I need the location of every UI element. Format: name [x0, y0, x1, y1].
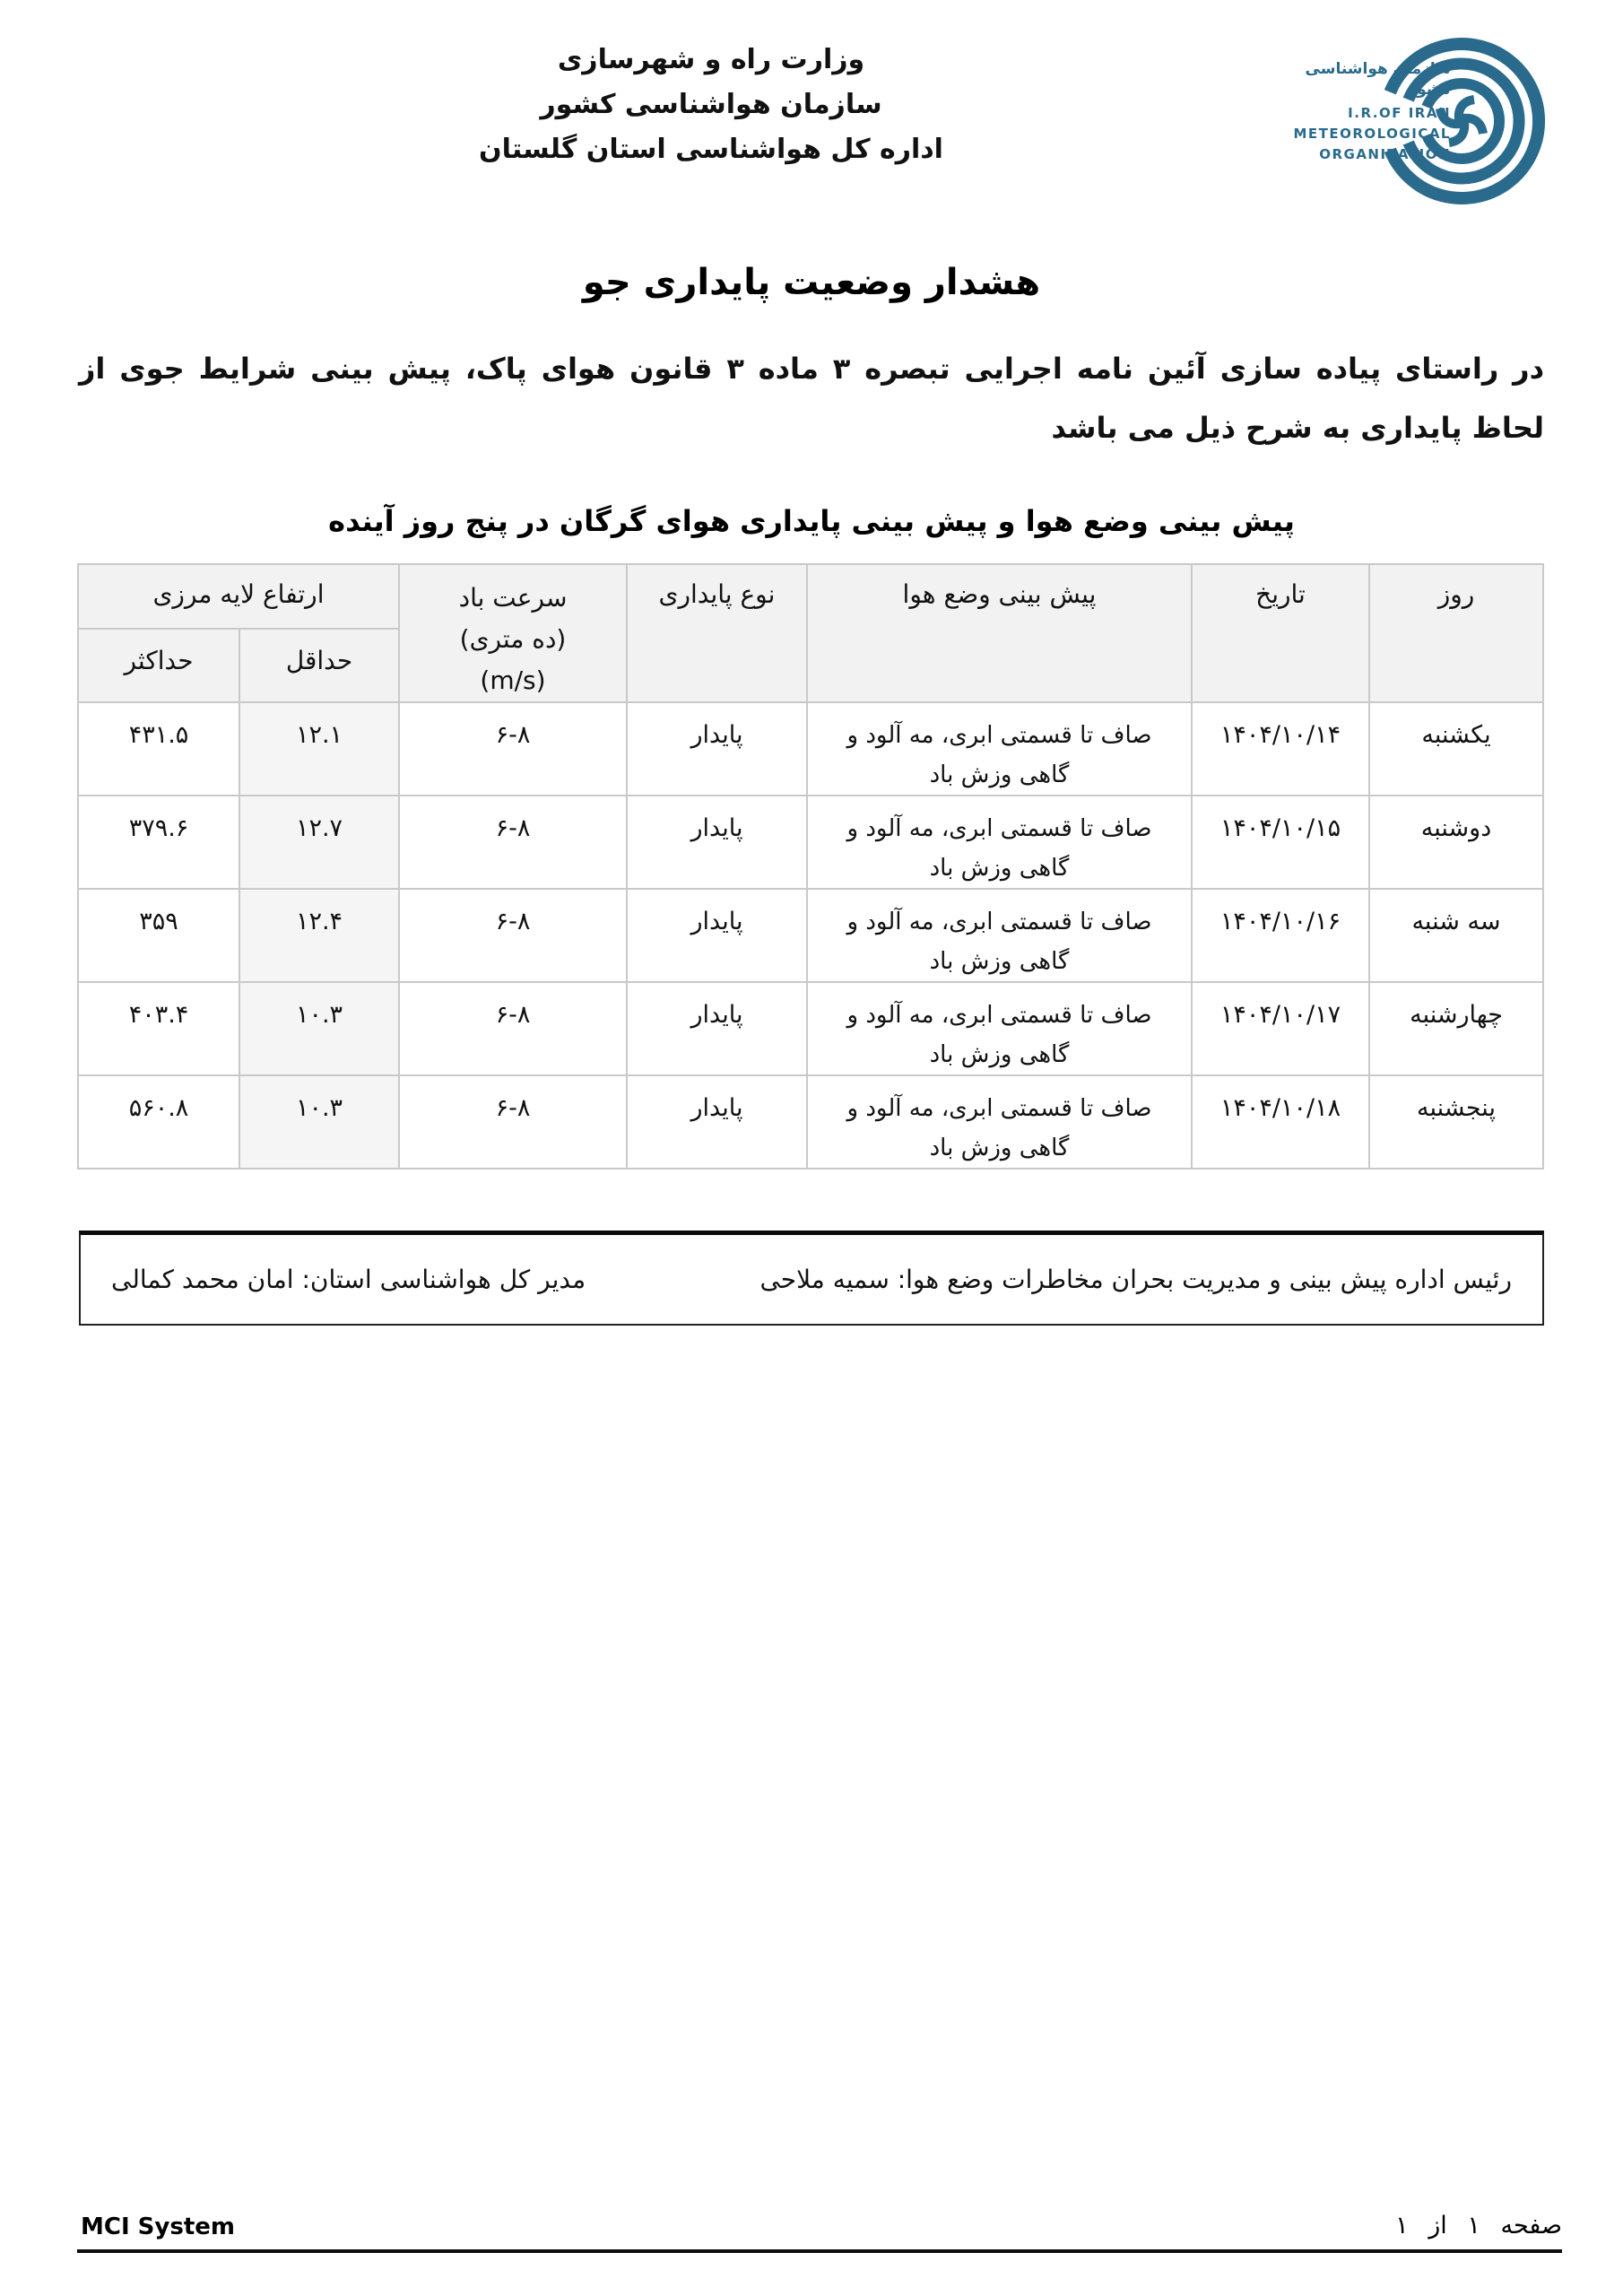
intro-paragraph: در راستای پیاده سازی آئین نامه اجرایی تبصره ۳ ماده ۳ قانون هوای پاک، پیش بینی شرایط جوی از لحاظ پایداری به شرح ذیل می باشد	[79, 352, 1545, 445]
min-cell: ۱۰.۳	[239, 982, 399, 1075]
stability-cell: پایدار	[627, 702, 807, 796]
table-row	[78, 982, 1543, 1075]
col-header-date: تاریخ	[1192, 564, 1369, 702]
forecast-cell: صاف تا قسمتی ابری، مه آلود و گاهی وزش باد	[807, 702, 1192, 796]
max-cell: ۵۶۰.۸	[78, 1075, 239, 1169]
date-cell: ۱۴۰۴/۱۰/۱۷	[1192, 982, 1369, 1075]
footer-page-number: صفحه ۱ از ۱	[1395, 2212, 1562, 2239]
date-cell: ۱۴۰۴/۱۰/۱۶	[1192, 889, 1369, 982]
col-header-wind	[399, 564, 627, 702]
min-cell: ۱۲.۷	[239, 796, 399, 889]
table-title: پیش بینی وضع هوا و پیش بینی پایداری هوای گرگان در پنج روز آینده	[328, 504, 1295, 538]
day-cell: دوشنبه	[1369, 796, 1543, 889]
wind-header-line1: سرعت باد	[458, 583, 568, 613]
table-row	[78, 702, 1543, 796]
date-cell: ۱۴۰۴/۱۰/۱۴	[1192, 702, 1369, 796]
min-cell: ۱۲.۴	[239, 889, 399, 982]
col-header-day: روز	[1369, 564, 1543, 702]
min-cell: ۱۰.۳	[239, 1075, 399, 1169]
forecast-cell: صاف تا قسمتی ابری، مه آلود و گاهی وزش باد	[807, 796, 1192, 889]
forecast-head-signature	[759, 1265, 1512, 1294]
logo-text	[1280, 59, 1451, 165]
ministry-name: وزارت راه و شهرسازی	[557, 44, 865, 75]
stability-cell: پایدار	[627, 982, 807, 1075]
director-general-label: مدیر کل هواشناسی استان:	[301, 1265, 586, 1294]
day-cell: یکشنبه	[1369, 702, 1543, 796]
letterhead-org-lines	[0, 38, 1422, 172]
director-general-signature	[111, 1265, 586, 1294]
logo-text-en-2: METEOROLOGICAL	[1293, 126, 1451, 142]
date-cell: ۱۴۰۴/۱۰/۱۸	[1192, 1075, 1369, 1169]
irimo-logo	[1282, 27, 1551, 215]
logo-text-en-3: ORGANIZATION	[1319, 146, 1451, 162]
stability-cell: پایدار	[627, 889, 807, 982]
day-cell: سه شنبه	[1369, 889, 1543, 982]
min-cell: ۱۲.۱	[239, 702, 399, 796]
wind-cell: ۶-۸	[399, 889, 627, 982]
table-row	[78, 889, 1543, 982]
wind-cell: ۶-۸	[399, 702, 627, 796]
document-title: هشدار وضعیت پایداری جو	[582, 262, 1041, 303]
signature-box	[79, 1231, 1544, 1326]
footer-system-label: MCI System	[81, 2213, 235, 2240]
table-row	[78, 796, 1543, 889]
col-header-min: حداقل	[239, 629, 399, 702]
wind-header-line2: (ده متری)	[459, 624, 567, 654]
stability-cell: پایدار	[627, 1075, 807, 1169]
forecast-table	[77, 563, 1544, 1170]
stability-cell: پایدار	[627, 796, 807, 889]
wind-header-unit: (m/s)	[480, 665, 546, 695]
max-cell: ۴۰۳.۴	[78, 982, 239, 1075]
col-header-max: حداکثر	[78, 629, 239, 702]
date-cell: ۱۴۰۴/۱۰/۱۵	[1192, 796, 1369, 889]
logo-text-en-1: I.R.OF IRAN	[1348, 105, 1451, 121]
director-general-name: امان محمد کمالی	[111, 1265, 294, 1294]
province-office-name: اداره کل هواشناسی استان گلستان	[479, 134, 943, 165]
wind-cell: ۶-۸	[399, 796, 627, 889]
forecast-head-name: سمیه ملاحی	[759, 1265, 890, 1294]
forecast-cell: صاف تا قسمتی ابری، مه آلود و گاهی وزش باد	[807, 982, 1192, 1075]
col-header-boundary-layer: ارتفاع لایه مرزی	[78, 564, 399, 629]
wind-cell: ۶-۸	[399, 982, 627, 1075]
col-header-forecast: پیش بینی وضع هوا	[807, 564, 1192, 702]
max-cell: ۳۷۹.۶	[78, 796, 239, 889]
forecast-head-label: رئیس اداره پیش بینی و مدیریت بحران مخاطرات وضع هوا:	[897, 1265, 1512, 1294]
day-cell: پنجشنبه	[1369, 1075, 1543, 1169]
max-cell: ۴۳۱.۵	[78, 702, 239, 796]
wind-cell: ۶-۸	[399, 1075, 627, 1169]
day-cell: چهارشنبه	[1369, 982, 1543, 1075]
max-cell: ۳۵۹	[78, 889, 239, 982]
forecast-cell: صاف تا قسمتی ابری، مه آلود و گاهی وزش باد	[807, 1075, 1192, 1169]
forecast-cell: صاف تا قسمتی ابری، مه آلود و گاهی وزش باد	[807, 889, 1192, 982]
col-header-stability: نوع پایداری	[627, 564, 807, 702]
footer-divider	[77, 2249, 1562, 2253]
organization-name: سازمان هواشناسی کشور	[540, 89, 882, 120]
table-row	[78, 1075, 1543, 1169]
logo-text-persian: سازمان هواشناسی کشور	[1305, 60, 1451, 99]
